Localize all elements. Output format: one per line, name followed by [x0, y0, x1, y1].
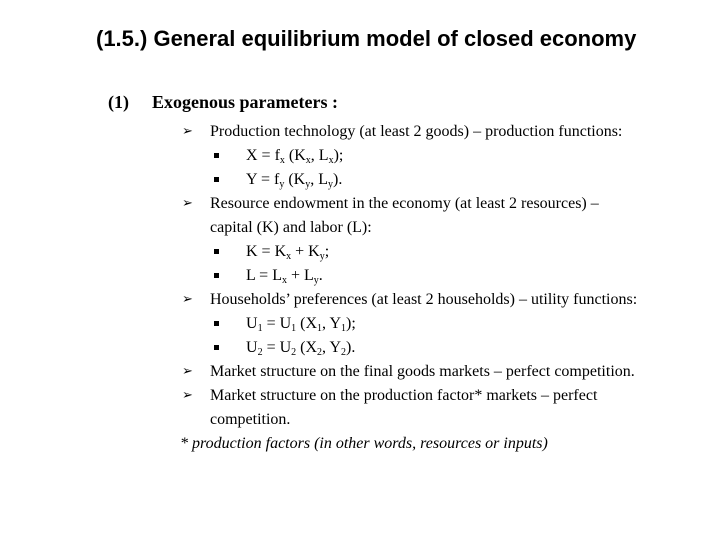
parameter-list	[180, 120, 710, 456]
section-label: Exogenous parameters :	[152, 92, 338, 112]
list-item-endowment-cont	[180, 216, 710, 240]
formula-k: $K = K_x + K_y$;	[246, 243, 330, 262]
square-bullet-icon	[214, 153, 219, 158]
formula-u1: $U_1 = U_1$ ($X_1$, $Y_1$);	[246, 315, 356, 334]
square-bullet-icon	[214, 273, 219, 278]
sub-item-k	[180, 240, 710, 264]
arrow-bullet-icon: ➢	[182, 124, 193, 139]
item-text: Production technology (at least 2 goods) – production functions:	[210, 123, 623, 140]
item-text: Resource endowment in the economy (at least 2 resources) –	[210, 195, 599, 212]
footnote	[180, 432, 710, 456]
sub-item-fy	[180, 168, 710, 192]
list-item-technology	[180, 120, 710, 144]
arrow-bullet-icon: ➢	[182, 292, 193, 307]
item-text: capital (K) and labor (L):	[210, 219, 372, 236]
item-text: Market structure on the final goods markets – perfect competition.	[210, 363, 635, 380]
formula-y: $Y = f_y$ ($K_y$, $L_y$).	[246, 171, 343, 190]
list-item-factor-market	[180, 384, 710, 408]
slide-title: (1.5.) General equilibrium model of closed economy	[96, 26, 637, 51]
formula-x: $X = f_x$ ($K_x$, $L_x$);	[246, 147, 344, 166]
square-bullet-icon	[214, 249, 219, 254]
sub-item-fx	[180, 144, 710, 168]
list-item-final-goods-market	[180, 360, 710, 384]
formula-u2: $U_2 = U_2$ ($X_2$, $Y_2$).	[246, 339, 356, 358]
arrow-bullet-icon: ➢	[182, 388, 193, 403]
arrow-bullet-icon: ➢	[182, 196, 193, 211]
square-bullet-icon	[214, 345, 219, 350]
square-bullet-icon	[214, 321, 219, 326]
formula-l: $L = L_x + L_y$.	[246, 267, 323, 286]
square-bullet-icon	[214, 177, 219, 182]
sub-item-l	[180, 264, 710, 288]
list-item-factor-market-cont	[180, 408, 710, 432]
list-item-preferences	[180, 288, 710, 312]
section-number: (1)	[108, 92, 129, 112]
item-text: competition.	[210, 411, 291, 428]
arrow-bullet-icon: ➢	[182, 364, 193, 379]
section-heading	[108, 92, 338, 113]
footnote-text: * production factors (in other words, resources or inputs)	[180, 435, 548, 452]
sub-item-u2	[180, 336, 710, 360]
item-text: Households’ preferences (at least 2 households) – utility functions:	[210, 291, 638, 308]
item-text: Market structure on the production factor* markets – perfect	[210, 387, 598, 404]
list-item-endowment	[180, 192, 710, 216]
sub-item-u1	[180, 312, 710, 336]
